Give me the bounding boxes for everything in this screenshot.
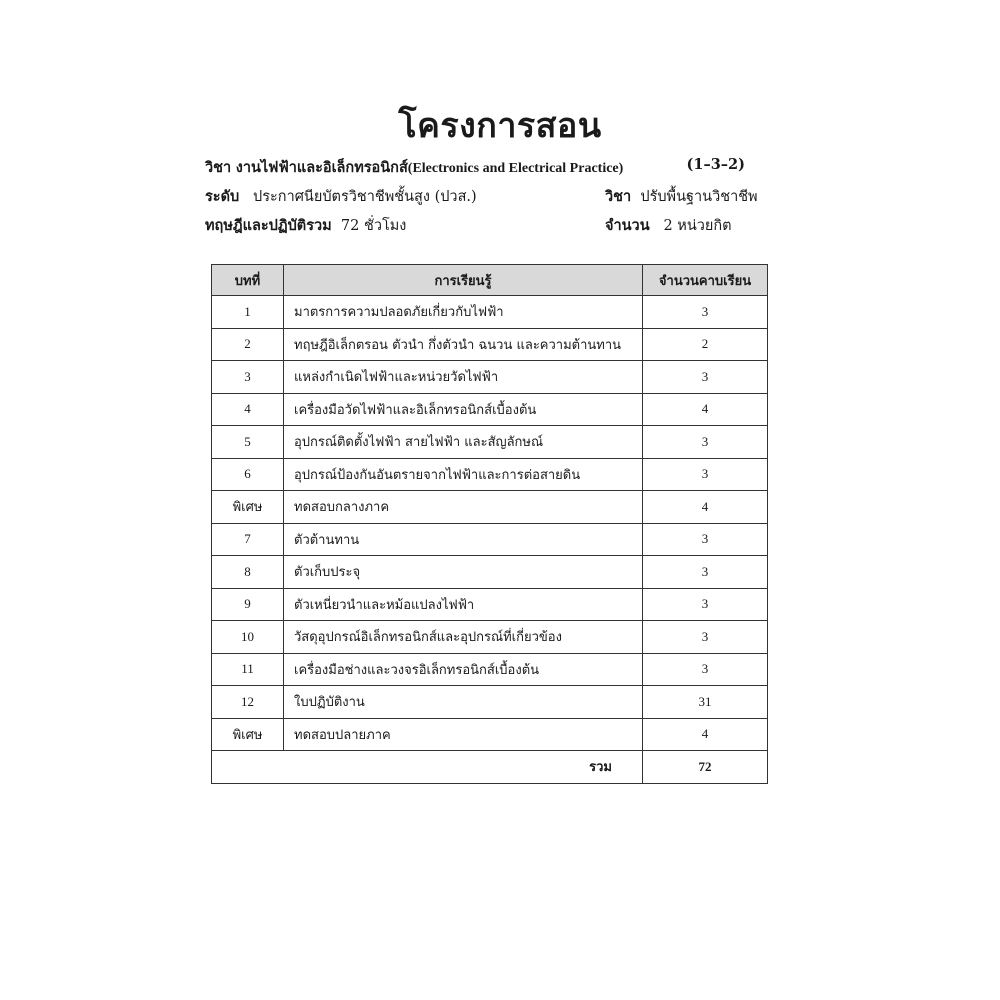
table-row [212,621,768,654]
chapter-cell: 7 [212,523,284,556]
table-row [212,718,768,751]
course-table [211,264,768,784]
topic-cell: ทดสอบกลางภาค [284,491,643,524]
total-value: 72 [643,751,768,784]
hours-cell: 3 [643,653,768,686]
chapter-cell: 1 [212,296,284,329]
level-info [205,185,477,208]
table-row [212,458,768,491]
header-chapter: บทที่ [212,265,284,296]
level-value: ประกาศนียบัตรวิชาชีพชั้นสูง (ปวส.) [253,189,477,205]
hours-cell: 3 [643,296,768,329]
chapter-cell: 6 [212,458,284,491]
hours-cell: 3 [643,556,768,589]
table-header-row [212,265,768,296]
table-row [212,556,768,589]
hours-cell: 3 [643,426,768,459]
hours-info [205,214,406,237]
table-row [212,491,768,524]
total-row [212,751,768,784]
subject-name-th: งานไฟฟ้าและอิเล็กทรอนิกส์ [235,159,408,176]
topic-cell: เครื่องมือวัดไฟฟ้าและอิเล็กทรอนิกส์เบื้องต้น [284,393,643,426]
header-topic: การเรียนรู้ [284,265,643,296]
hours-cell: 3 [643,523,768,556]
topic-cell: อุปกรณ์ติดตั้งไฟฟ้า สายไฟฟ้า และสัญลักษณ์ [284,426,643,459]
chapter-cell: 5 [212,426,284,459]
table-row [212,653,768,686]
credits-code: (1–3–2) [686,156,745,173]
table-row [212,328,768,361]
topic-cell: อุปกรณ์ป้องกันอันตรายจากไฟฟ้าและการต่อสายดิน [284,458,643,491]
table-row [212,296,768,329]
table-row [212,686,768,719]
credit-value: 2 หน่วยกิต [663,218,732,234]
subject-label: วิชา [205,159,232,176]
hours-label: ทฤษฎีและปฏิบัติรวม [205,217,332,234]
topic-cell: ทฤษฎีอิเล็กตรอน ตัวนำ กึ่งตัวนำ ฉนวน และความต้านทาน [284,328,643,361]
hours-cell: 3 [643,588,768,621]
table-row [212,393,768,426]
hours-cell: 4 [643,718,768,751]
category-info [605,185,758,208]
chapter-cell: 12 [212,686,284,719]
topic-cell: ตัวเหนี่ยวนำและหม้อแปลงไฟฟ้า [284,588,643,621]
topic-cell: ตัวเก็บประจุ [284,556,643,589]
hours-cell: 3 [643,458,768,491]
chapter-cell: 2 [212,328,284,361]
table-row [212,426,768,459]
topic-cell: เครื่องมือช่างและวงจรอิเล็กทรอนิกส์เบื้องต้น [284,653,643,686]
topic-cell: มาตรการความปลอดภัยเกี่ยวกับไฟฟ้า [284,296,643,329]
total-label: รวม [212,751,643,784]
chapter-cell: 4 [212,393,284,426]
category-value: ปรับพื้นฐานวิชาชีพ [640,189,758,205]
subject-name-en: (Electronics and Electrical Practice) [407,161,624,176]
topic-cell: ใบปฏิบัติงาน [284,686,643,719]
table-row [212,588,768,621]
table-row [212,361,768,394]
subject-info [205,156,623,179]
hours-cell: 31 [643,686,768,719]
header-hours: จำนวนคาบเรียน [643,265,768,296]
page-title: โครงการสอน [398,106,602,146]
chapter-cell: 11 [212,653,284,686]
subject-line [205,156,765,180]
chapter-cell: พิเศษ [212,491,284,524]
topic-cell: ทดสอบปลายภาค [284,718,643,751]
hours-cell: 3 [643,361,768,394]
chapter-cell: 9 [212,588,284,621]
topic-cell: วัสดุอุปกรณ์อิเล็กทรอนิกส์และอุปกรณ์ที่เกี่ยวข้อง [284,621,643,654]
chapter-cell: 10 [212,621,284,654]
hours-value: 72 ชั่วโมง [340,218,407,234]
chapter-cell: 3 [212,361,284,394]
topic-cell: แหล่งกำเนิดไฟฟ้าและหน่วยวัดไฟฟ้า [284,361,643,394]
table-row [212,523,768,556]
topic-cell: ตัวต้านทาน [284,523,643,556]
hours-line [205,214,765,238]
hours-cell: 2 [643,328,768,361]
level-label: ระดับ [205,188,240,205]
chapter-cell: 8 [212,556,284,589]
chapter-cell: พิเศษ [212,718,284,751]
hours-cell: 3 [643,621,768,654]
hours-cell: 4 [643,491,768,524]
credit-label: จำนวน [605,217,650,234]
hours-cell: 4 [643,393,768,426]
level-line [205,185,765,209]
category-label: วิชา [605,188,632,205]
credit-info [605,214,732,237]
